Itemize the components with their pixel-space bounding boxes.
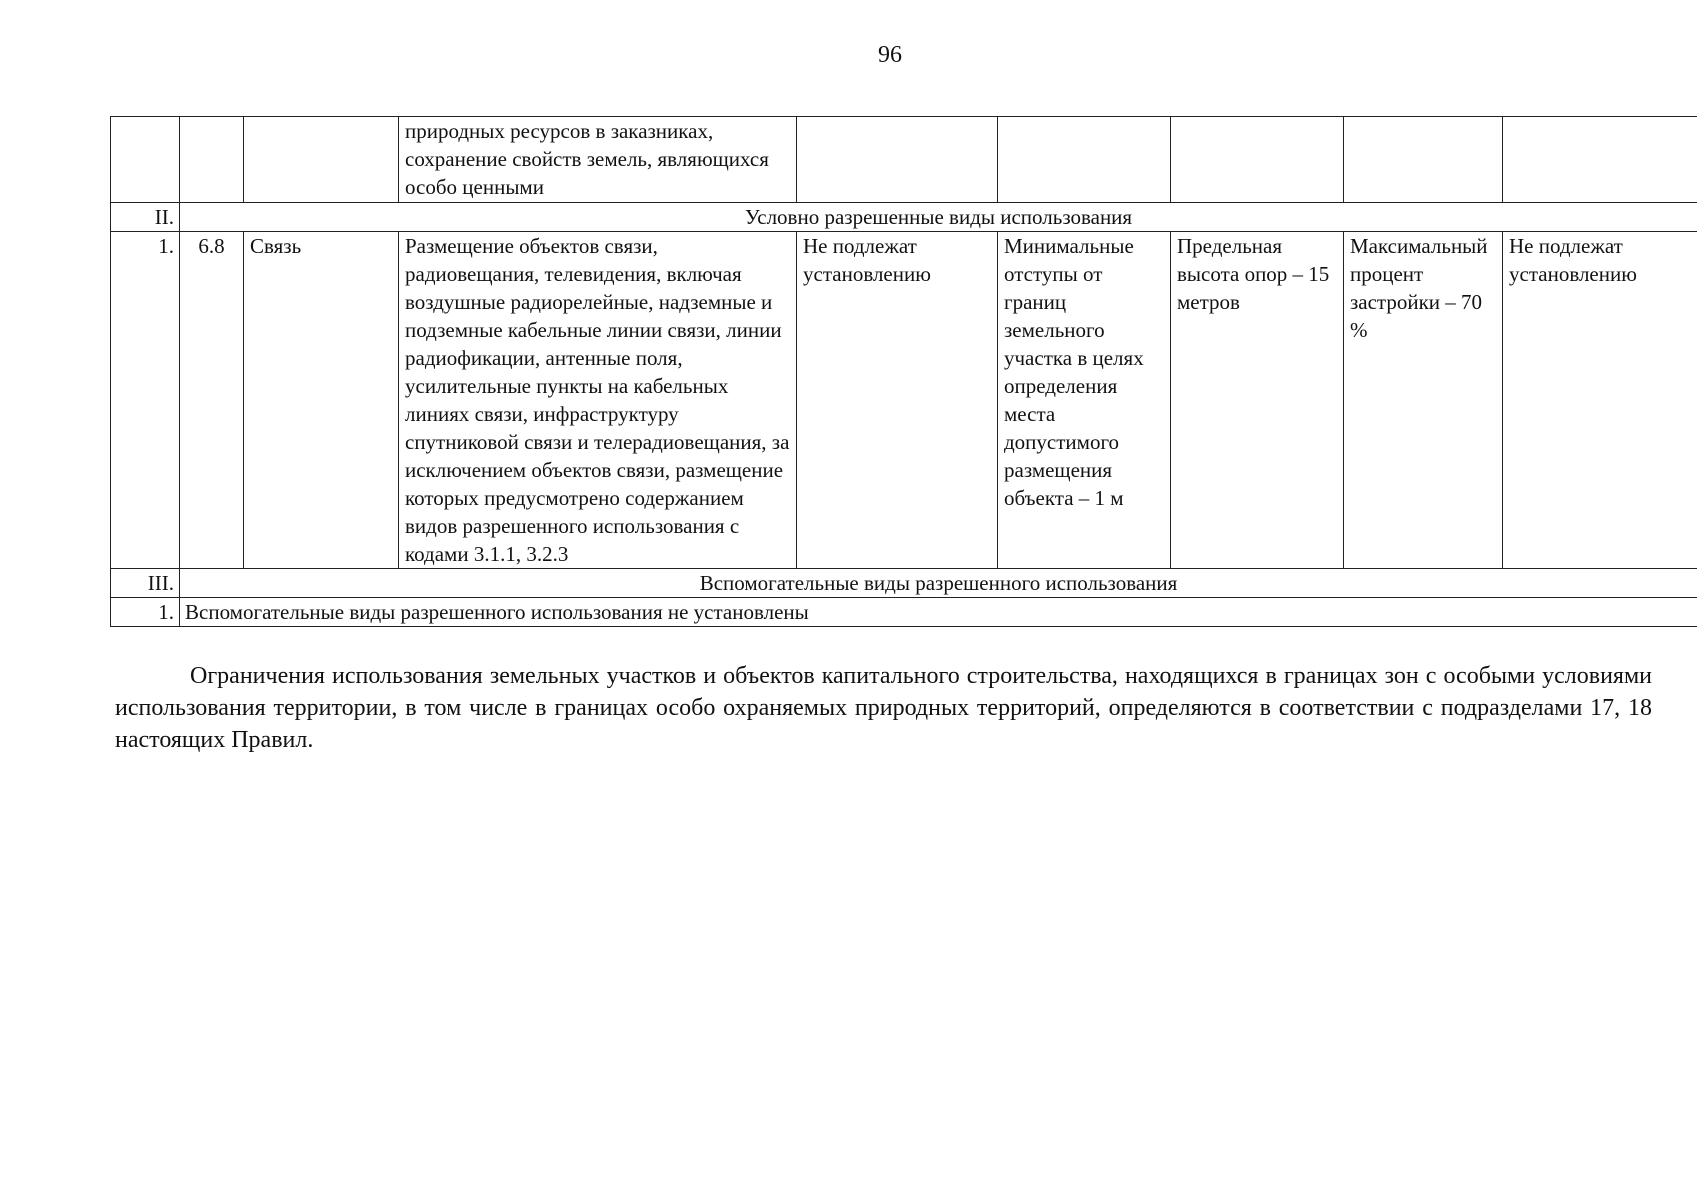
cell-empty: [1503, 117, 1697, 203]
row-col8: Максимальный процент застройки – 70 %: [1344, 232, 1503, 569]
section-title: Условно разрешенные виды использования: [180, 203, 1697, 232]
row-col7: Предельная высота опор – 15 метров: [1171, 232, 1344, 569]
cell-empty: [111, 117, 180, 203]
row-col6: Минимальные отступы от границ земельного участка в целях определения места допустимого размещения объекта – 1 м: [998, 232, 1171, 569]
row-col9: Не подлежат установлению: [1503, 232, 1697, 569]
page-number: 96: [878, 42, 902, 68]
cell-description-continuation: природных ресурсов в заказниках, сохранение свойств земель, являющихся особо ценными: [399, 117, 797, 203]
cell-empty: [1344, 117, 1503, 203]
cell-empty: [797, 117, 998, 203]
row-text: Вспомогательные виды разрешенного использования не установлены: [180, 598, 1697, 627]
section-title: Вспомогательные виды разрешенного использования: [180, 569, 1697, 598]
table-row-continuation: [111, 117, 1697, 203]
table-row: [111, 232, 1697, 569]
row-number: 1.: [111, 232, 180, 569]
cell-empty: [180, 117, 244, 203]
section-header-row: [111, 569, 1697, 598]
section-header-row: [111, 203, 1697, 232]
land-use-table: [110, 116, 1697, 627]
cell-empty: [244, 117, 399, 203]
row-name: Связь: [244, 232, 399, 569]
restrictions-paragraph: Ограничения использования земельных участков и объектов капитального строительства, находящихся в границах зон с особыми условиями использования территории, в том числе в границах особо охраняемых природных территорий, определяются в соответствии с подразделами 17, 18 настоящих Правил.: [115, 663, 1652, 753]
cell-empty: [1171, 117, 1344, 203]
section-label: III.: [111, 569, 180, 598]
row-col5: Не подлежат установлению: [797, 232, 998, 569]
cell-empty: [998, 117, 1171, 203]
row-number: 1.: [111, 598, 180, 627]
section-label: II.: [111, 203, 180, 232]
row-description: Размещение объектов связи, радиовещания, телевидения, включая воздушные радиорелейные, надземные и подземные кабельные линии связи, линии радиофикации, антенные поля, усилительные пункты на кабельных линиях связи, инфраструктуру спутниковой связи и телерадиовещания, за исключением объектов связи, размещение которых предусмотрено содержанием видов разрешенного использования с кодами 3.1.1, 3.2.3: [399, 232, 797, 569]
row-code: 6.8: [180, 232, 244, 569]
table-row: [111, 598, 1697, 627]
